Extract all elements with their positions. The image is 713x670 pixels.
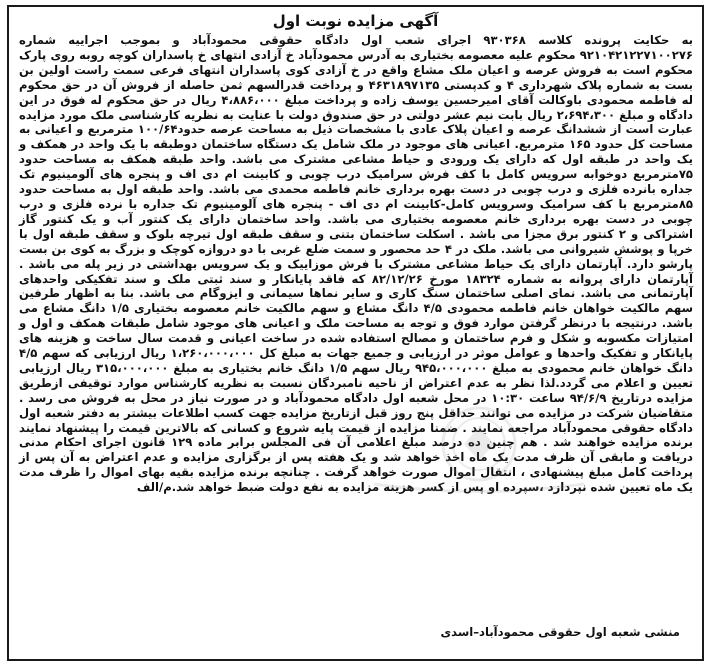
notice-signature: منشی شعبه اول حقوقی محمودآباد–اسدی bbox=[440, 625, 680, 639]
notice-box bbox=[7, 5, 704, 661]
notice-title: آگهی مزایده نوبت اول bbox=[272, 12, 439, 30]
notice-body: به حکایت پرونده کلاسه ۹۳۰۳۶۸ اجرای شعب اول دادگاه حقوقی محمودآباد و بموجب اجراییه شماره ۹۲۱۰۴۲۱۲۲۷۱۰۰۲۷۶ محکوم علیه معصومه بختیاری به آدرس محمودآباد خ آزادی انتهای خ پاسداران کوچه روبه روی پارک محکوم است به فروش عرصه و اعیان ملک مشاع واقع در خ آزادی کوی پاسداران انتهای فرعی سمت راست اولین بن بست به شماره پلاک شهرداری ۴ و کدپستی ۴۶۳۱۸۹۷۱۳۵ و پرداخت قدرالسهم ثمن حاصله از فروش آن در حق محکوم له فاطمه محمودی باوکالت آقای امیرحسین یوسف زاده و پرداخت مبلغ ۴،۸۸۶،۰۰۰ ریال در حق محکوم له فوق در این دادگاه و مبلغ ۲،۶۹۴،۳۰۰ ریال بابت نیم عشر دولتی در حق صندوق دولت با عنایت به نظریه کارشناسی ملک مورد مزایده عبارت است از ششدانگ عرصه و اعیان پلاک عادی با مشخصات ذیل به مساحت عرصه حدود۱۰۰/۶۴ مترمربع و اعیانی به مساحت کل حدود ۱۶۵ مترمربع. اعیانی های موجود در ملک شامل یک دستگاه ساختمان دوطبقه با یک واحد در همکف و یک واحد در طبقه اول که دارای یک ورودی و حیاط مشاعی مشترک می باشد. واحد طبقه همکف به مساحت حدود ۷۵مترمربع دوخوابه سرویس کامل با کف فرش سرامیک درب چوبی و کابینت ام دی اف و پنجره های آلومینیوم تک جداره بانرده فلزی و درب چوبی در دست بهره برداری خانم فاطمه محمدی می باشد. واحد طبقه اول به مساحت حدود ۸۵مترمربع با کف سرامیک وسرویس کامل-کابینت ام دی اف - پنجره های آلومینیوم تک جداره با نرده فلزی و درب چوبی در دست بهره برداری خانم معصومه بختیاری می باشد. واحد ساختمان دارای یک کنتور آب و یک کنتور گاز اشتراکی و ۲ کنتور برق مجزا می باشد . اسکلت ساختمان بتنی و سقف طبقه اول تیرچه بلوک و سقف طبقه اول با خرپا و پوشش شیروانی می باشد. ملک در ۴ حد محصور و سمت ضلع غربی با دو دروازه کوچک و بزرگ به کوی بن بست پارشو دارد. آپارتمان دارای یک حیاط مشاعی مشترک با فرش موزاییک و یک سرویس بهداشتی در زیر پله می باشد . آپارتمان دارای پروانه به شماره ۱۸۳۲۴ مورخ ۸۲/۱۲/۲۶ که فاقد پایانکار و سند ثبتی ملک و سند تفکیکی واحدهای آپارتمانی می باشد. نمای اصلی ساختمان سنگ کاری و سایر نماها سیمانی و ایزوگام می باشد. بنا به اظهار طرفین سهم مالکیت خواهان خانم فاطمه محمودی ۴/۵ دانگ مشاع و سهم مالکیت خانم معصومه بختیاری ۱/۵ دانگ مشاع می باشد. درنتیجه با درنظر گرفتن موارد فوق و توجه به مساحت ملک و اعیانی های موجود شامل طبقات همکف و اول و امتیازات مکسوبه و شکل و فرم ساختمان و مصالح استفاده شده در ساخت اعیانی و قدمت سال ساخت و هزینه های پایانکار و تفکیک واحدها و عوامل موثر در ارزیابی و جمیع جهات به مبلغ کل ۱،۲۶۰،۰۰۰،۰۰۰ ریال ارزیابی که سهم ۴/۵ دانگ خواهان خانم محمودی به مبلغ ۹۴۵،۰۰۰،۰۰۰ ریال سهم ۱/۵ دانگ خانم بختیاری به مبلغ ۳۱۵،۰۰۰،۰۰۰ ریال ارزیابی تعیین و اعلام می گردد.لذا نظر به عدم اعتراض از ناحیه نامبردگان نسبت به نظریه کارشناس موارد توقیفی ازطریق مزایده درتاریخ ۹۴/۶/۹ ساعت ۱۰:۳۰ در محل شعبه اول دادگاه محمودآباد و در صورت نیاز در محل به فروش می رسد . متقاضیان شرکت در مزایده می توانند حداقل پنج روز قبل ازتاریخ مزایده جهت کسب اطلاعات بیشتر به دفتر شعبه اول دادگاه حقوقی محمودآباد مراجعه نمایند . ضمنا مزایده از قیمت پایه شروع و کسانی که بالاترین قیمت را پیشنهاد نمایند برنده مزایده خواهند شد . هم چنین ده درصد مبلغ اعلامی آن فی المجلس برابر ماده ۱۲۹ قانون اجرای احکام مدنی دریافت و مابقی آن ظرف مدت یک ماه اخذ خواهد شد و یک هفته پس از برگزاری مزایده و عدم اعتراض به آن پس از پرداخت کامل مبلغ پیشنهادی ، انتقال اموال صورت خواهد گرفت . چنانچه برنده مزایده بقیه بهای اموال را ظرف مدت یک ماه تعیین شده نپردازد ،سپرده او پس از کسر هزینه مزایده به نفع دولت ضبط خواهد شد.م/الف bbox=[19, 33, 694, 495]
